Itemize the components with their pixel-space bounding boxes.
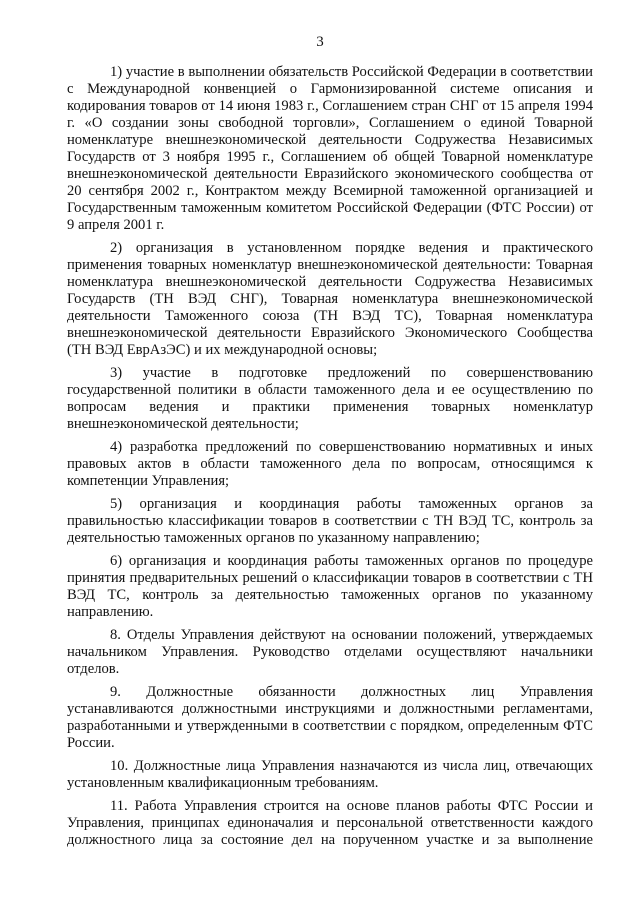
- paragraph-item-2: 2) организация в установленном порядке ведения и практического применения товарных номенклатур внешнеэкономической деятельности: Товарная номенклатура внешнеэкономической деятельности Содружества Независимых Государств (ТН ВЭД СНГ), Товарная номенклатура внешнеэкономической деятельности Таможенного союза (ТН ВЭД ТС), Товарная номенклатура внешнеэкономической деятельности Евразийского Экономического Сообщества (ТН ВЭД ЕврАзЭС) и их международной основы;: [67, 240, 593, 358]
- paragraph-section-8: 8. Отделы Управления действуют на основании положений, утверждаемых начальником Управления. Руководство отделами осуществляют начальники отделов.: [67, 627, 593, 677]
- document-body: [67, 64, 593, 849]
- paragraph-item-1: 1) участие в выполнении обязательств Российской Федерации в соответствии с Международной конвенцией о Гармонизированной системе описания и кодирования товаров от 14 июня 1983 г., Соглашением стран СНГ от 15 апреля 1994 г. «О создании зоны свободной торговли», Соглашением о единой Товарной номенклатуре внешнеэкономической деятельности Содружества Независимых Государств от 3 ноября 1995 г., Соглашением об общей Товарной номенклатуре внешнеэкономической деятельности Евразийского экономического сообщества от 20 сентября 2002 г., Контрактом между Всемирной таможенной организацией и Государственным таможенным комитетом Российской Федерации (ФТС России) от 9 апреля 2001 г.: [67, 64, 593, 233]
- paragraph-item-4: 4) разработка предложений по совершенствованию нормативных и иных правовых актов в области таможенного дела по вопросам, относящимся к компетенции Управления;: [67, 439, 593, 489]
- paragraph-item-3: 3) участие в подготовке предложений по совершенствованию государственной политики в области таможенного дела и ее осуществлению по вопросам ведения и практики применения товарных номенклатур внешнеэкономической деятельности;: [67, 365, 593, 432]
- paragraph-section-10: 10. Должностные лица Управления назначаются из числа лиц, отвечающих установленным квалификационным требованиям.: [67, 758, 593, 791]
- paragraph-section-9: 9. Должностные обязанности должностных лиц Управления устанавливаются должностными инструкциями и должностными регламентами, разработанными и утвержденными в соответствии с порядком, определенным ФТС России.: [67, 684, 593, 751]
- page-number: 3: [316, 34, 324, 50]
- paragraph-item-6: 6) организация и координация работы таможенных органов по процедуре принятия предварительных решений о классификации товаров в соответствии с ТН ВЭД ТС, контроль за деятельностью таможенных органов по указанному направлению.: [67, 553, 593, 620]
- paragraph-item-5: 5) организация и координация работы таможенных органов за правильностью классификации товаров в соответствии с ТН ВЭД ТС, контроль за деятельностью таможенных органов по указанному направлению;: [67, 496, 593, 546]
- paragraph-section-11: 11. Работа Управления строится на основе планов работы ФТС России и Управления, принципах единоначалия и персональной ответственности каждого должностного лица за состояние дел на порученном участке и за выполнение: [67, 798, 593, 848]
